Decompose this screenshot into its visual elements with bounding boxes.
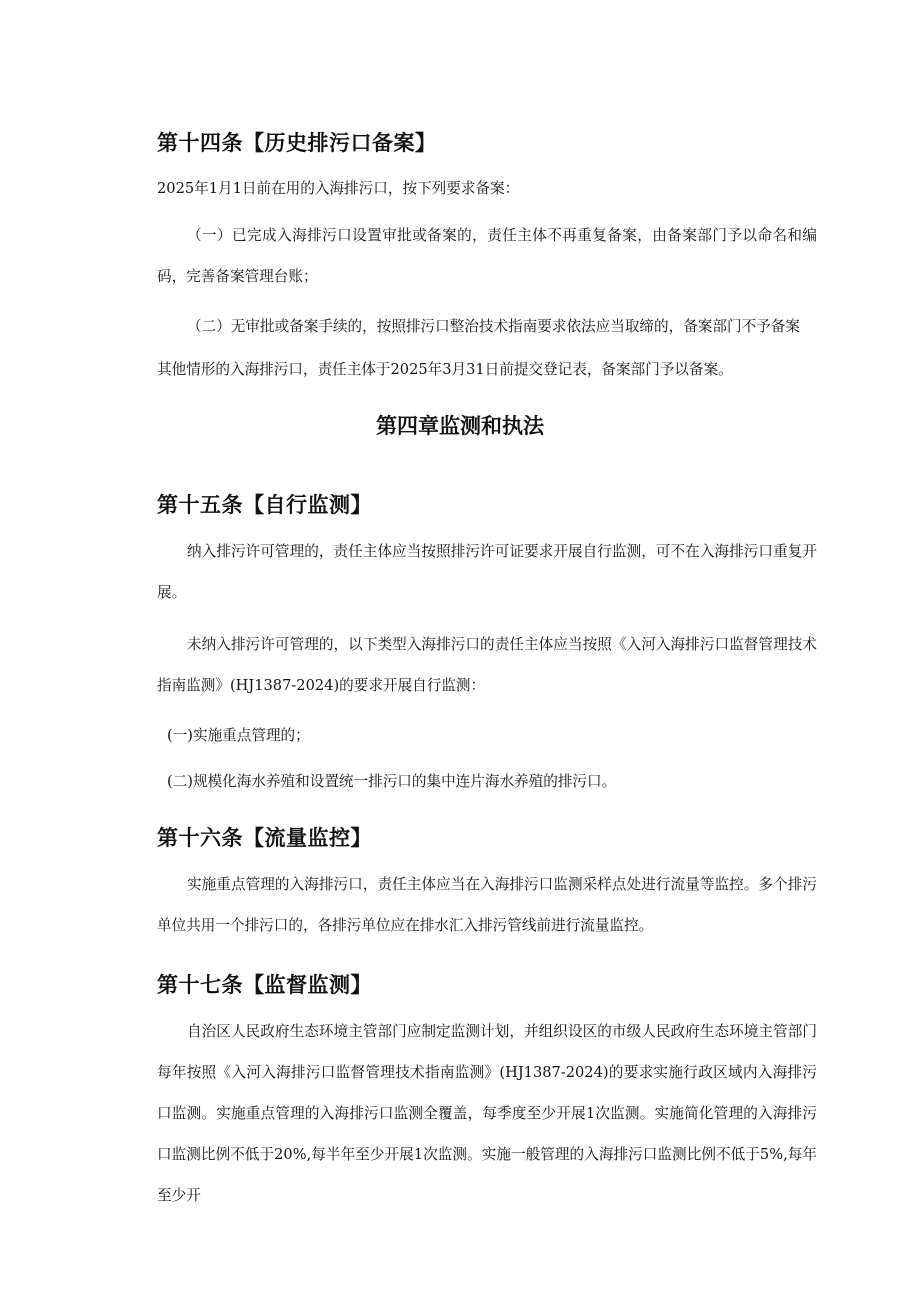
article-15-heading: 第十五条【自行监测】 — [157, 493, 372, 517]
article-15-para-1: 纳入排污许可管理的，责任主体应当按照排污许可证要求开展自行监测，可不在入海排污口重复开展。 — [157, 543, 817, 601]
article-17-para-1: 自治区人民政府生态环境主管部门应制定监测计划，并组织设区的市级人民政府生态环境主管部门每年按照《入河入海排污口监督管理技术指南监测》(HJ1387-2024)的要求实施行政区域内入海排污口监测。实施重点管理的入海排污口监测全覆盖，每季度至少开展1次监测。实施简化管理的入海排污口监测比例不低于20%,每半年至少开展1次监测。实施一般管理的入海排污口监测比例不低于5%,每年至少开 — [157, 1023, 817, 1204]
article-14-item-1: （一）已完成入海排污口设置审批或备案的，责任主体不再重复备案，由备案部门予以命名和编码，完善备案管理台账； — [157, 227, 817, 285]
article-16-heading: 第十六条【流量监控】 — [157, 826, 372, 850]
article-14-item-2: （二）无审批或备案手续的，按照排污口整治技术指南要求依法应当取缔的，备案部门不予备案 — [187, 318, 800, 335]
article-15-item-1: (一)实施重点管理的； — [167, 727, 310, 744]
article-15-para-2: 未纳入排污许可管理的，以下类型入海排污口的责任主体应当按照《入河入海排污口监督管理技术指南监测》(HJ1387-2024)的要求开展自行监测： — [157, 636, 817, 694]
article-15-item-2: (二)规模化海水养殖和设置统一排污口的集中连片海水养殖的排污口。 — [167, 773, 617, 790]
article-17-heading: 第十七条【监督监测】 — [157, 973, 372, 997]
article-16-para-1: 实施重点管理的入海排污口，责任主体应当在入海排污口监测采样点处进行流量等监控。多个排污单位共用一个排污口的，各排污单位应在排水汇入排污管线前进行流量监控。 — [157, 876, 817, 934]
chapter-4-title: 第四章监测和执法 — [376, 414, 544, 438]
article-14-intro: 2025年1月1日前在用的入海排污口，按下列要求备案： — [157, 180, 520, 197]
article-14-item-3: 其他情形的入海排污口，责任主体于2025年3月31日前提交登记表，备案部门予以备案。 — [157, 361, 733, 378]
article-14-heading: 第十四条【历史排污口备案】 — [157, 131, 437, 155]
